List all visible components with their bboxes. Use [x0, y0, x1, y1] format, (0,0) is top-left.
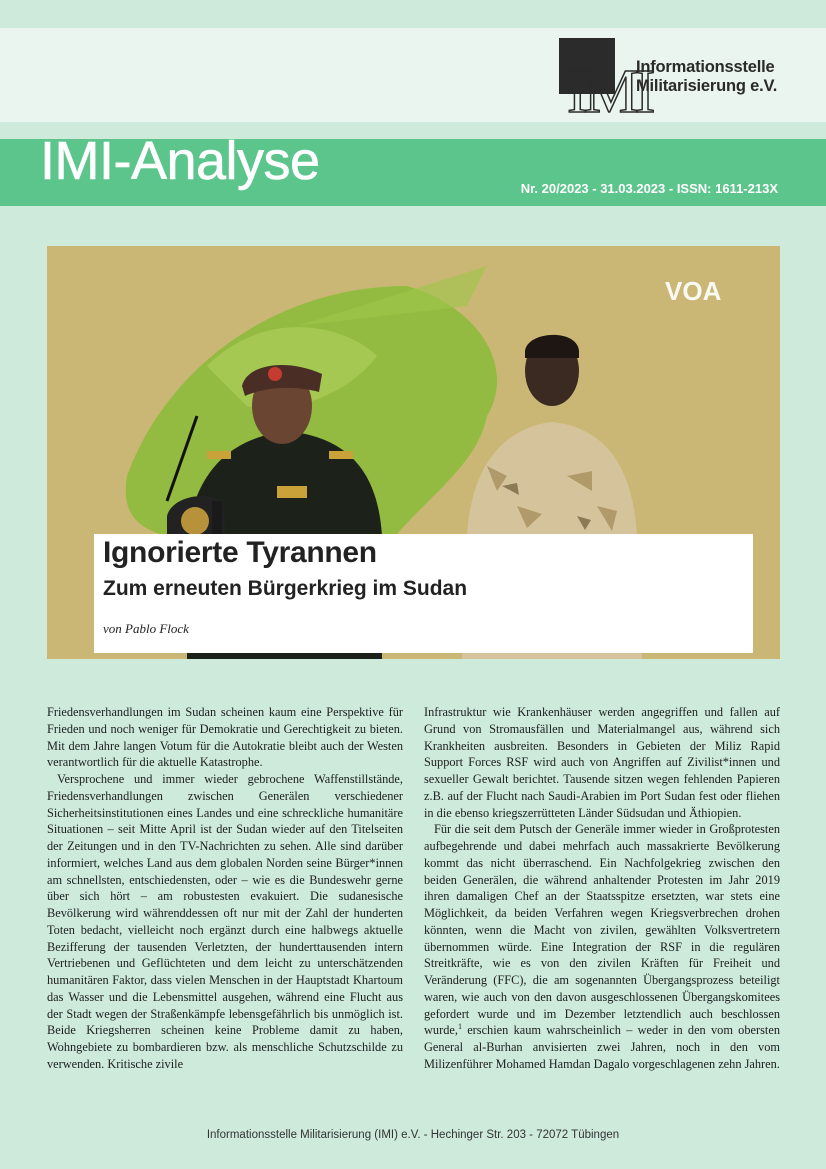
footer-address: Informationsstelle Militarisierung (IMI) e.V. - Hechinger Str. 203 - 72072 Tübingen	[206, 1129, 620, 1141]
body-paragraph: Friedensverhandlungen im Sudan scheinen kaum eine Perspektive für Frieden und noch weniger für Demokratie und Gerechtigkeit zu bieten. Mit dem Jahre langen Votum für die Autokratie bleibt auch der Westen verantwortlich für die aktuelle Katastrophe.	[47, 705, 403, 770]
issue-info: Nr. 20/2023 - 31.03.2023 - ISSN: 1611-213X	[520, 181, 778, 196]
body-paragraph: Infrastruktur wie Krankenhäuser werden angegriffen und fallen auf Grund von Stromausfällen und Materialmangel aus, während sich Krankheiten ausbreiten. Besonders in Gebieten der Miliz Rapid Support Forces RSF wird auch von Angriffen auf Zivilist*innen und sexueller Gewalt berichtet. Tausende sitzen wegen fehlenden Papieren z.B. auf der Flucht nach Saudi-Arabien im Port Sudan fest oder fliehen in die ebenso kriegszerrütteten Länder Südsudan und Äthiopien.	[424, 705, 780, 820]
logo-line2: Militarisierung e.V.	[636, 77, 778, 95]
title-box	[94, 534, 753, 653]
article-subtitle: Zum erneuten Bürgerkrieg im Sudan	[103, 577, 468, 600]
voa-watermark: VOA	[665, 276, 722, 306]
body-paragraph	[424, 821, 780, 1072]
paragraph-text: Für die seit dem Putsch der Generäle immer wieder in Großprotesten aufbegehrende und dabei mehrfach auch massakrierte Bevölkerung kommt das nicht überraschend. Ein Nachfolgekrieg zwischen den beiden Generälen, die während anhaltender Protesten im Jahr 2019 ihren damaligen Chef an der Staatsspitze ersetzten, war stets eine Möglichkeit, da beiden Verfahren wegen Kriegsverbrechen drohen könnten, wenn die Macht von zivilen, gewählten Volksvertretern übernommen würde. Eine Integration der RSF in die regulären Streitkräfte, wie es von den zivilen Kräften für Freiheit und Veränderung (FFC), die am sogenannten Übergangsprozess beteiligt waren, wie auch von den davon ausgeschlossenen Übergangskomitees gefordert wurde und im Dezember letztendlich auch beschlossen wurde,	[424, 822, 780, 1038]
logo-text	[636, 58, 777, 96]
paragraph-text: erschien kaum wahrscheinlich – weder in den vom obersten General al-Burhan anvisierten zwei Jahren, noch in den vom Milizenführer Mohamed Hamdan Dagalo vorgeschlagenen zehn Jahren.	[424, 1023, 780, 1071]
article-author: von Pablo Flock	[103, 621, 189, 636]
page-title: IMI-Analyse	[40, 131, 320, 191]
logo-letters	[567, 58, 652, 126]
imi-logo[interactable]	[559, 38, 799, 126]
body-paragraph: Versprochene und immer wieder gebrochene Waffenstillstände, Friedensverhandlungen zwischen Generälen verschiedener Sicherheitsinstitutionen eines Landes und eine schreckliche humanitäre Situationen – seit Mitte April ist der Sudan wieder auf den Titelseiten der Zeitungen und in den TV-Nachrichten zu sehen. Alle sind darüber informiert, welches Land aus dem globalen Norden seine Bürger*innen am schnellsten, entschiedensten, oder – wie es die Bundeswehr gerne über sich hört – am robustesten evakuiert. Die sudanesische Bevölkerung wird währenddessen oft nur mit der Zahl der hunderten Toten bedacht, vielleicht noch ergänzt durch eine halbwegs aktuelle Bezifferung der tausenden Verletzten, der hunderttausenden intern Vertriebenen und Geflüchteten und dem leicht zu unterschätzenden humanitären Faktor, dass vielen Menschen in der Hauptstadt Khartoum das Wasser und die Lebensmittel ausgehen, während eine Flucht aus der Stadt wegen der Straßenkämpfe lebensgefährlich bis unmöglich ist. Beide Kriegsherren scheinen keine Probleme damit zu haben, Wohngebiete zu bombardieren bzw. als menschliche Schutzschilde zu verwenden. Kritische zivile	[47, 772, 403, 1071]
footnote-ref[interactable]: 1	[457, 1022, 462, 1032]
article-title: Ignorierte Tyrannen	[103, 536, 377, 569]
body-column-right	[424, 704, 780, 1073]
svg-text:IMI: IMI	[567, 58, 652, 126]
body-column-left	[47, 704, 403, 1073]
logo-line1: Informationsstelle	[636, 58, 775, 76]
